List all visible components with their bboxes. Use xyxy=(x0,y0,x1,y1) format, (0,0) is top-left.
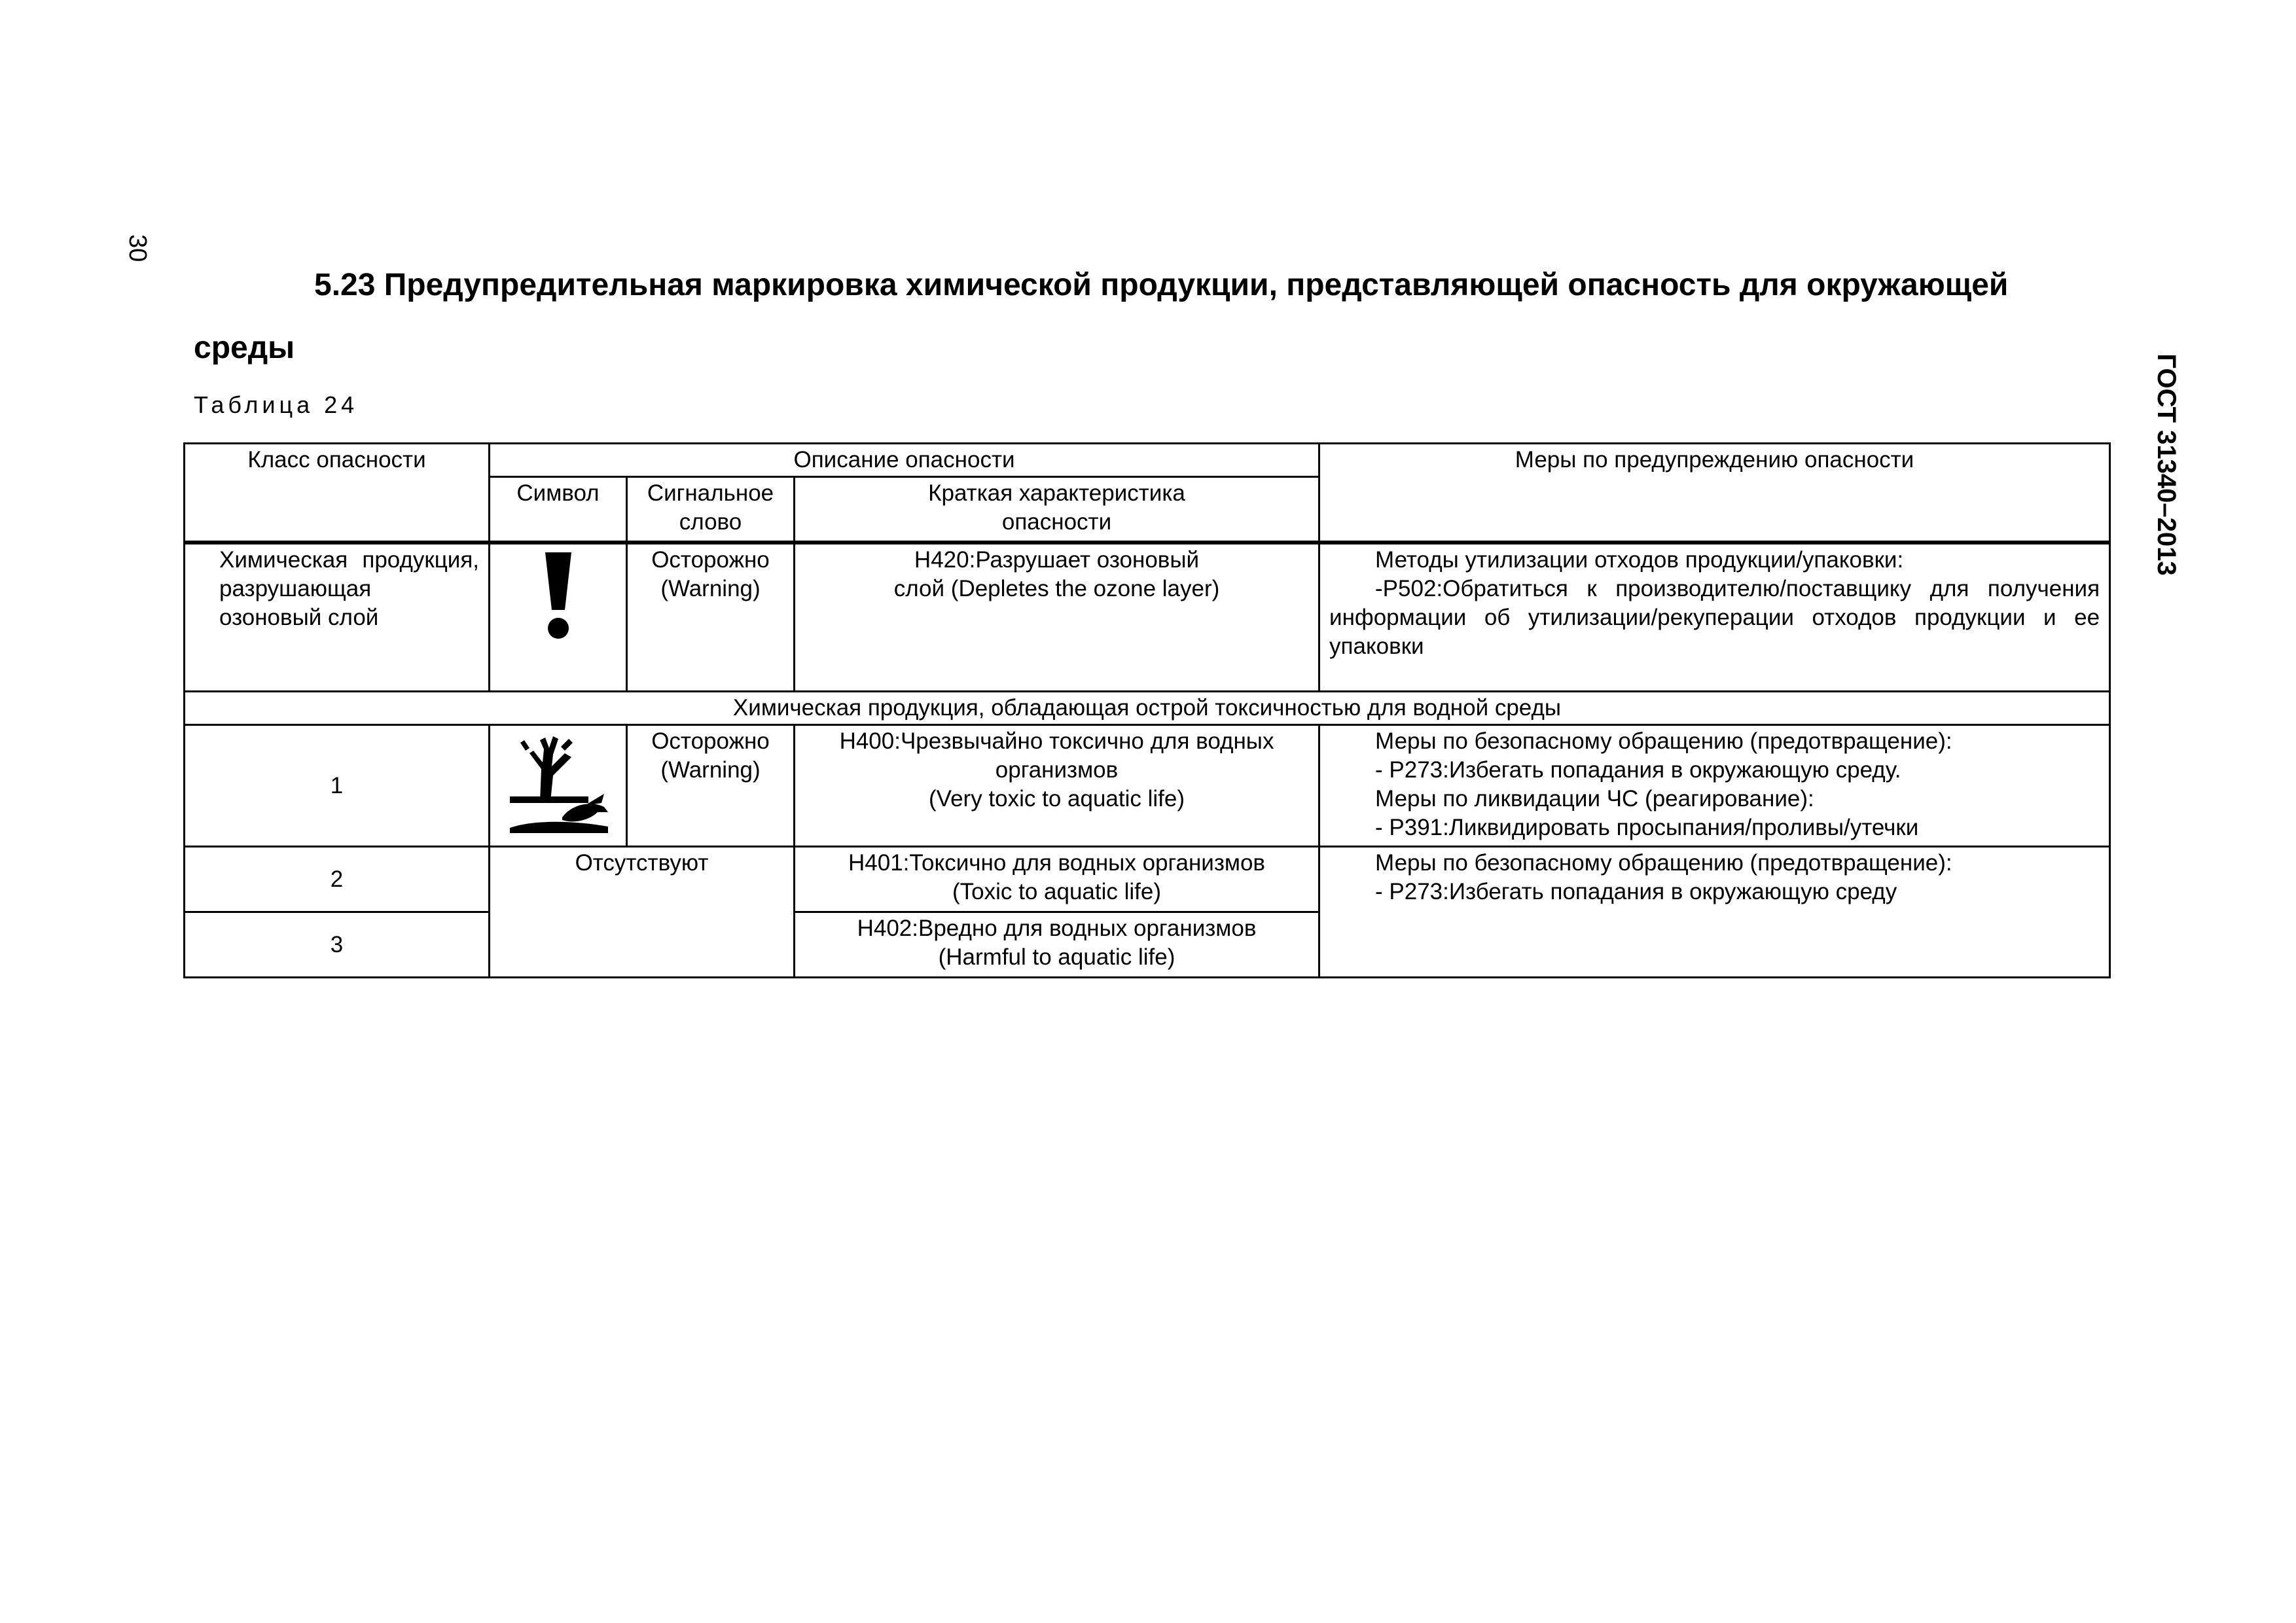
document-code: ГОСТ 31340–2013 xyxy=(2152,353,2181,576)
table-row-class-2 xyxy=(185,847,2110,912)
header-signal-word: Сигнальное слово xyxy=(627,477,795,543)
ozone-description-text: H420:Разрушает озоновый слой (Depletes the ozone layer) xyxy=(893,546,1220,601)
class-1-measures-cell xyxy=(1319,725,2110,847)
hazard-table xyxy=(183,442,2111,978)
class-2-description-cell xyxy=(795,847,1319,912)
ozone-signal-cell: Осторожно (Warning) xyxy=(627,543,795,692)
header-class: Класс опасности xyxy=(185,444,490,543)
header-symbol: Символ xyxy=(490,477,627,543)
class-1-description-en: (Very toxic to aquatic life) xyxy=(929,786,1185,812)
class-2-description-en: (Toxic to aquatic life) xyxy=(952,879,1162,904)
page-number: 30 xyxy=(124,234,151,262)
ozone-measures-line-1: Методы утилизации отходов продукции/упаковки: xyxy=(1375,546,1904,573)
table-row-ozone xyxy=(185,543,2110,692)
aquatic-section-title: Химическая продукция, обладающая острой токсичностью для водной среды xyxy=(185,692,2110,725)
header-description: Описание опасности xyxy=(490,444,1319,477)
table-header-row xyxy=(185,444,2110,477)
class-2-measures-line-2: - P273:Избегать попадания в окружающую среду xyxy=(1375,879,1897,904)
class-3-cell: 3 xyxy=(185,912,490,978)
class-2-measures-line-1: Меры по безопасному обращению (предотвращение): xyxy=(1375,850,1952,876)
table-row-class-1 xyxy=(185,725,2110,847)
class-1-measures-line-1: Меры по безопасному обращению (предотвращение): xyxy=(1375,728,1952,754)
class-3-description-cell xyxy=(795,912,1319,978)
class-1-measures-line-2: - P273:Избегать попадания в окружающую среду. xyxy=(1375,757,1901,783)
header-measures: Меры по предупреждению опасности xyxy=(1319,444,2110,543)
class-2-description-ru: H401:Токсично для водных организмов xyxy=(848,850,1266,876)
class-1-symbol-cell xyxy=(490,725,627,847)
section-heading: 5.23 Предупредительная маркировка химической продукции, представляющей опасность для окружающей среды xyxy=(194,268,2009,365)
ozone-symbol-cell xyxy=(490,543,627,692)
ozone-measures-line-2: -P502:Обратиться к производителю/поставщику для получения информации об утилизации/рекуперации отходов продукции и ее упаковки xyxy=(1329,575,2100,659)
class-2-3-measures-cell xyxy=(1319,847,2110,978)
table-section-row xyxy=(185,692,2110,725)
class-1-measures-line-3: Меры по ликвидации ЧС (реагирование): xyxy=(1375,786,1814,812)
class-1-cell: 1 xyxy=(185,725,490,847)
exclamation-mark-icon xyxy=(539,550,578,641)
ozone-description-cell xyxy=(795,543,1319,692)
ozone-class-cell: Химическая продукция, разрушающая озоновый слой xyxy=(185,543,490,692)
header-short-description xyxy=(795,477,1319,543)
ozone-measures-cell xyxy=(1319,543,2110,692)
class-2-3-signal-cell: Отсутствуют xyxy=(490,847,795,978)
class-1-signal-cell: Осторожно (Warning) xyxy=(627,725,795,847)
class-2-cell: 2 xyxy=(185,847,490,912)
table-label: Таблица 24 xyxy=(194,391,359,418)
class-3-description-en: (Harmful to aquatic life) xyxy=(938,944,1175,970)
header-short-description-text: Краткая характеристика опасности xyxy=(928,480,1185,535)
class-3-description-ru: H402:Вредно для водных организмов xyxy=(857,916,1257,941)
class-1-description-ru: H400:Чрезвычайно токсично для водных организмов xyxy=(839,728,1274,783)
environment-hazard-icon xyxy=(506,731,611,836)
class-1-measures-line-4: - P391:Ликвидировать просыпания/проливы/утечки xyxy=(1375,815,1919,840)
class-1-description-cell xyxy=(795,725,1319,847)
